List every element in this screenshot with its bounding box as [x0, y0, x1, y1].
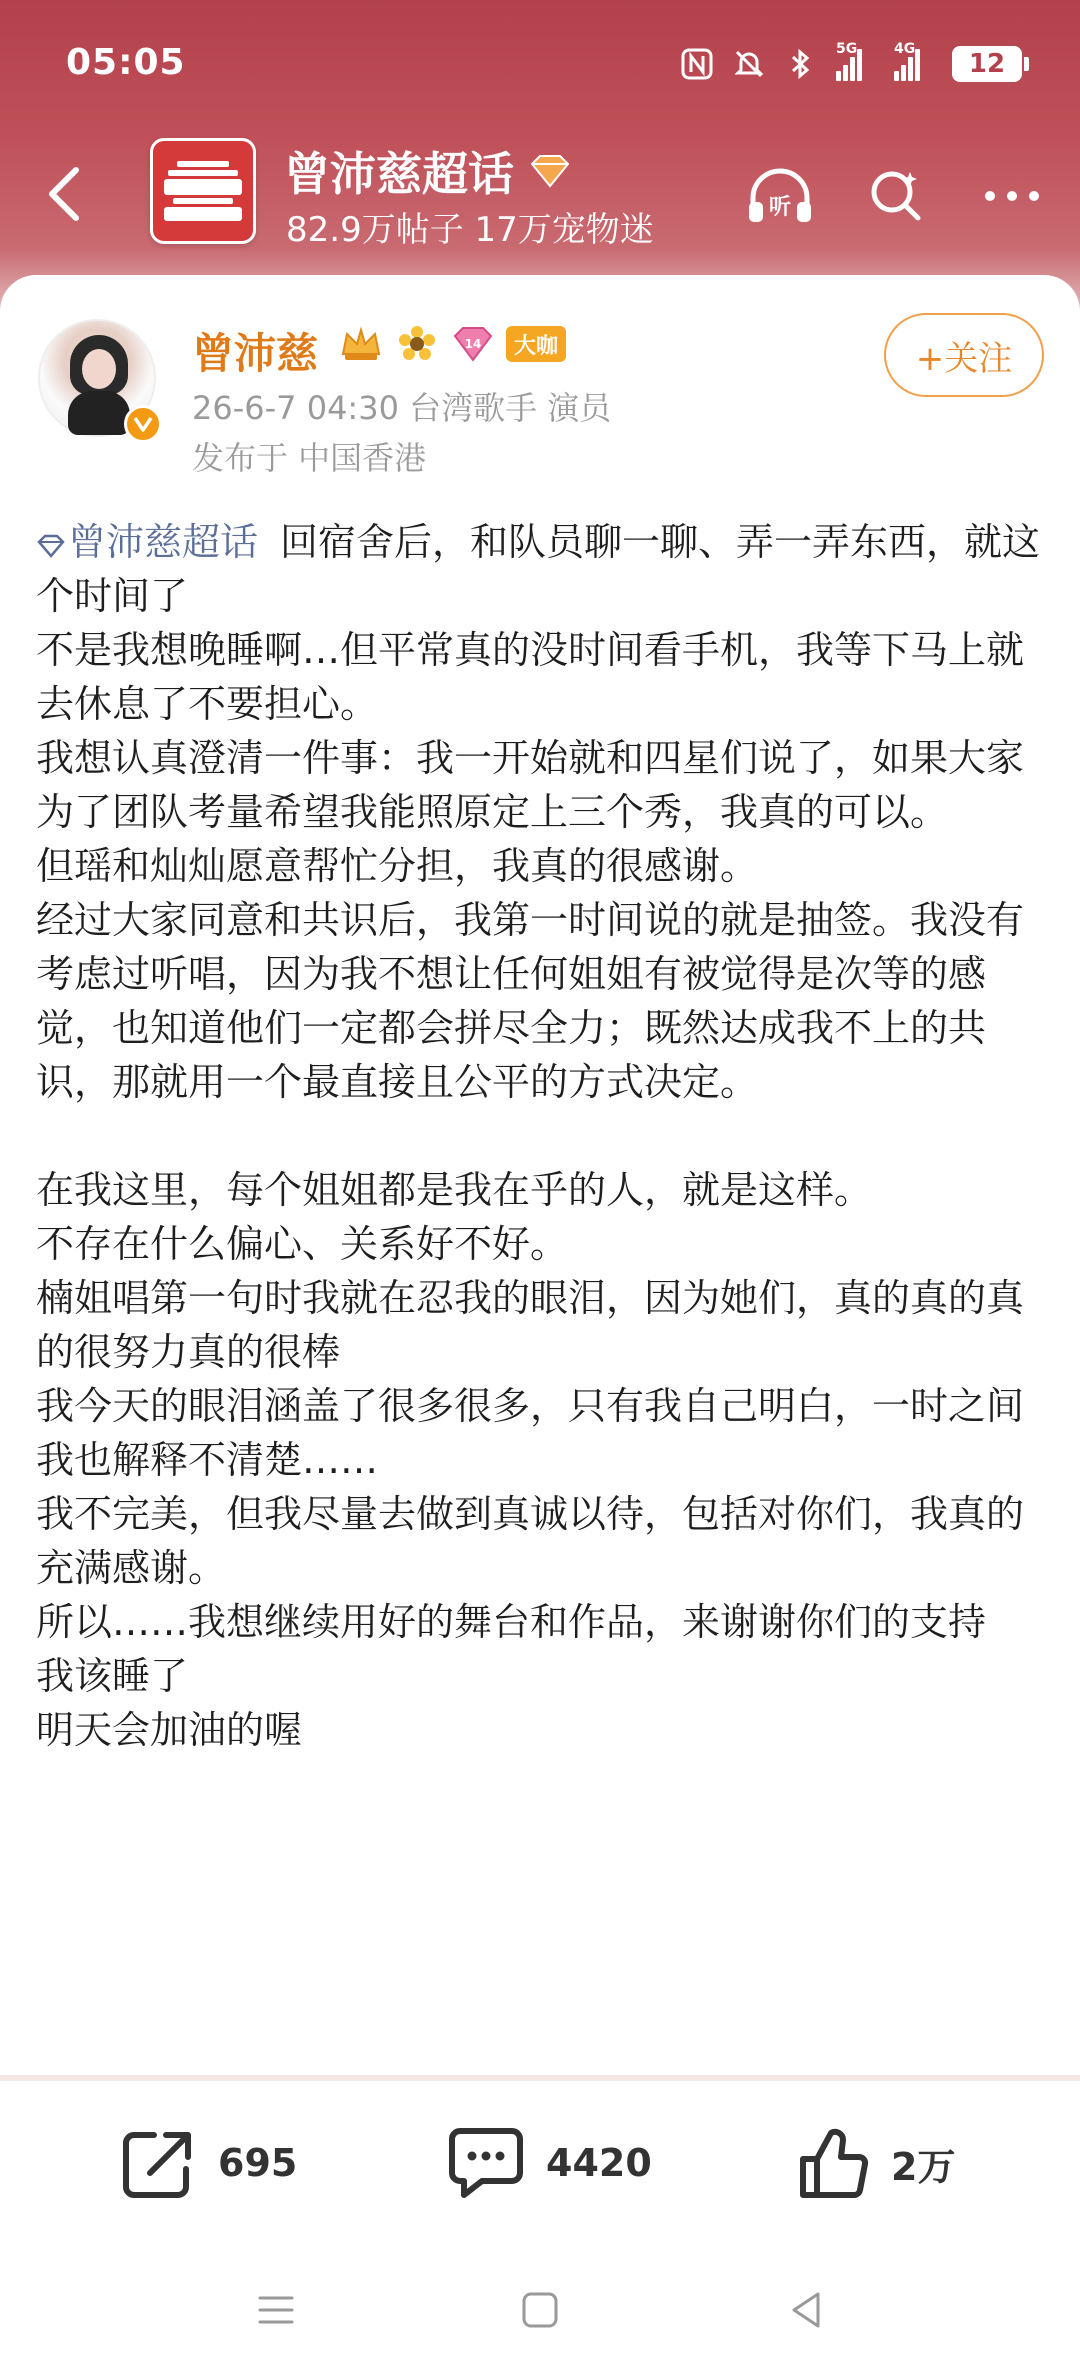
search-icon: [866, 166, 926, 226]
nav-actions: [742, 158, 1050, 234]
post-paragraph: 我想认真澄清一件事：我一开始就和四星们说了，如果大家为了团队考量希望我能照原定上三个秀，我真的可以。: [36, 736, 1025, 834]
post-paragraph: 不是我想晚睡啊…但平常真的没时间看手机，我等下马上就去休息了不要担心。: [36, 628, 1025, 726]
post-paragraph: 我今天的眼泪涵盖了很多很多，只有我自己明白，一时之间我也解释不清楚……: [36, 1384, 1025, 1482]
topic-stats: 82.9万帖子 17万宠物迷: [286, 210, 654, 250]
share-button[interactable]: [120, 2121, 297, 2205]
mute-icon: [732, 47, 766, 81]
like-count: 2万: [891, 2144, 956, 2189]
chevron-left-icon: [44, 164, 84, 224]
avatar[interactable]: [38, 319, 156, 437]
bluetooth-icon: [784, 47, 818, 81]
home-button[interactable]: [510, 2280, 570, 2340]
back-triangle-icon: [788, 2290, 824, 2330]
post-paragraph: 不存在什么偏心、关系好不好。: [36, 1222, 569, 1266]
vip-badge: 大咖: [506, 326, 566, 362]
battery-icon: [952, 46, 1022, 82]
post-paragraph: 所以……我想继续用好的舞台和作品，来谢谢你们的支持: [36, 1600, 987, 1644]
author-badges: [338, 321, 566, 367]
post-paragraph: 但瑶和灿灿愿意帮忙分担，我真的很感谢。: [36, 844, 759, 888]
gem-level-badge-icon: [450, 321, 496, 367]
nfc-icon: [680, 47, 714, 81]
search-button[interactable]: [858, 158, 934, 234]
post-location: 发布于 中国香港: [192, 439, 427, 477]
follow-button[interactable]: +关注: [884, 313, 1044, 397]
system-back-button[interactable]: [776, 2280, 836, 2340]
topic-link[interactable]: 曾沛慈超话: [36, 520, 258, 564]
like-button[interactable]: [795, 2121, 955, 2205]
sunflower-badge-icon: [394, 321, 440, 367]
svg-text:听: 听: [768, 195, 792, 220]
crown-badge-icon: [338, 321, 384, 367]
status-icons: [680, 42, 1022, 86]
post-timestamp: 26-6-7 04:30 台湾歌手 演员: [192, 389, 612, 427]
post-paragraph: 我不完美，但我尽量去做到真诚以待，包括对你们，我真的充满感谢。: [36, 1492, 1025, 1590]
share-icon: [120, 2125, 198, 2201]
post-content: [36, 515, 1046, 1757]
recents-button[interactable]: [246, 2280, 306, 2340]
more-button[interactable]: [974, 158, 1050, 234]
status-time: 05:05: [66, 42, 186, 83]
headphones-icon: [745, 166, 815, 226]
signal-4g-icon: 4G: [894, 47, 934, 81]
thumbs-up-icon: [795, 2125, 871, 2201]
menu-icon: [256, 2292, 296, 2328]
author-name[interactable]: 曾沛慈: [192, 329, 319, 378]
post-card: [0, 275, 1080, 2075]
comment-count: 4420: [546, 2141, 652, 2185]
svg-text:14: 14: [464, 337, 482, 351]
back-button[interactable]: [28, 158, 100, 230]
verified-badge-icon: [124, 405, 162, 443]
comment-icon: [446, 2125, 526, 2201]
more-icon: [982, 189, 1042, 203]
signal-5g-icon: 5G: [836, 47, 876, 81]
post-paragraph: 在我这里，每个姐姐都是我在乎的人，就是这样。: [36, 1168, 873, 1212]
post-paragraph: 经过大家同意和共识后，我第一时间说的就是抽签。我没有考虑过听唱，因为我不想让任何姐姐有被觉得是次等的感觉，也知道他们一定都会拼尽全力；既然达成我不上的共识，那就用一个最直接且公平的方式决定。: [36, 898, 1025, 1104]
action-bar: [0, 2080, 1080, 2240]
topic-thumbnail[interactable]: [150, 138, 256, 244]
battery-level: 12: [968, 49, 1006, 79]
topic-nav: [0, 130, 1080, 260]
listen-button[interactable]: [742, 158, 818, 234]
post-paragraph: 楠姐唱第一句时我就在忍我的眼泪，因为她们，真的真的真的很努力真的很棒: [36, 1276, 1025, 1374]
status-bar: [0, 0, 1080, 120]
topic-gem-icon: [36, 534, 66, 558]
gem-level-icon: [528, 154, 572, 188]
system-nav-bar: [0, 2240, 1080, 2376]
post-paragraph: 曾沛慈超话 回宿舍后，和队员聊一聊、弄一弄东西，就这个时间了: [36, 520, 1041, 618]
topic-title-text: 曾沛慈超话: [284, 147, 514, 201]
share-count: 695: [218, 2141, 298, 2185]
home-square-icon: [521, 2291, 559, 2329]
paragraph-gap: [36, 1109, 1046, 1163]
post-paragraph: 明天会加油的喔: [36, 1708, 303, 1752]
comment-button[interactable]: [446, 2121, 652, 2205]
post-paragraph: 我该睡了: [36, 1654, 189, 1698]
topic-title[interactable]: [284, 138, 572, 204]
